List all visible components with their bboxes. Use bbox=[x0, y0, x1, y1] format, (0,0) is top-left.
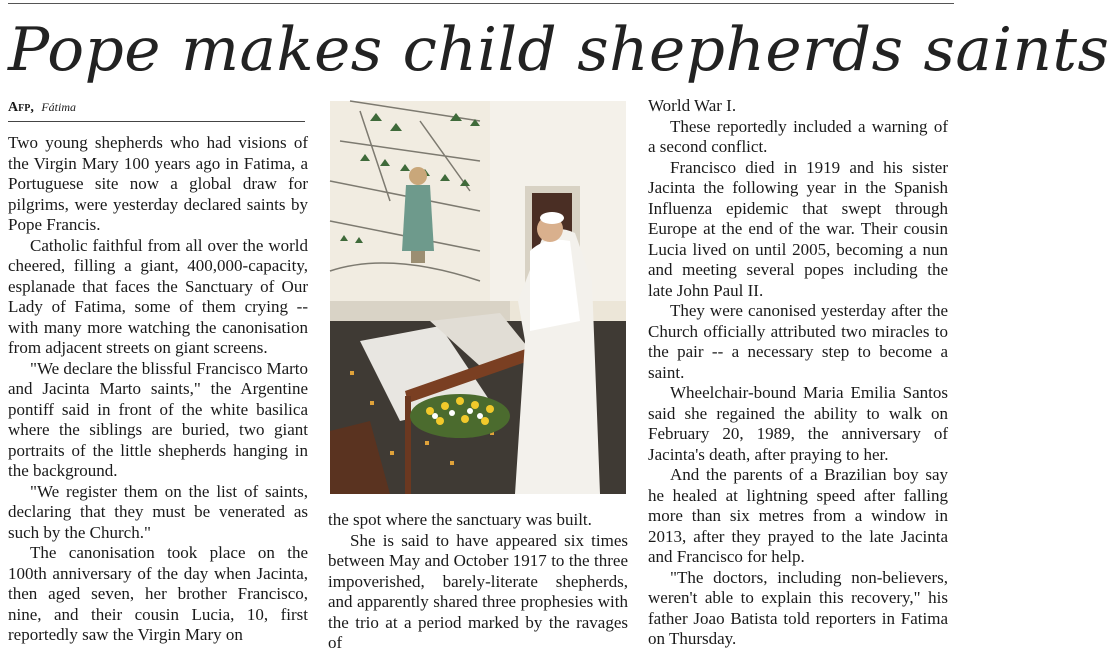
paragraph: They were canonised yesterday after the Church officially attributed two miracles to the pair -- a necessary step to become a saint. bbox=[648, 301, 948, 382]
paragraph: "We register them on the list of saints, declaring that they must be venerated as such by the Church." bbox=[8, 481, 308, 542]
article-column-3 bbox=[648, 96, 948, 650]
flower-arrangement bbox=[410, 394, 510, 438]
paragraph: the spot where the sanctuary was built. bbox=[328, 510, 592, 529]
paragraph: The canonisation took place on the 100th anniversary of the day when Jacinta, then aged seven, her brother Francisco, nine, and their cousin Lucia, 10, first reportedly saw the Virgin Mary on bbox=[8, 543, 308, 644]
paragraph: Two young shepherds who had visions of the Virgin Mary 100 years ago in Fatima, a Portuguese site now a global draw for pilgrims, were yesterday declared saints by Pope Francis. bbox=[8, 133, 308, 234]
headline: Pope makes child shepherds saints bbox=[8, 15, 1109, 85]
article-photo bbox=[330, 101, 626, 494]
top-rule bbox=[8, 3, 954, 4]
paragraph: Wheelchair-bound Maria Emilia Santos said she regained the ability to walk on February 20, 1989, the anniversary of Jacinta's death, after praying to her. bbox=[648, 383, 948, 464]
paragraph: "The doctors, including non-believers, weren't able to explain this recovery," his father Joao Batista told reporters in Fatima on Thursday. bbox=[648, 567, 948, 648]
paragraph: These reportedly included a warning of a second conflict. bbox=[648, 116, 948, 156]
article-column-1 bbox=[8, 133, 308, 646]
paragraph: She is said to have appeared six times between May and October 1917 to the three impoverished, barely-literate shepherds, and apparently shared three prophesies with the trio at a period marked by the ravages of bbox=[328, 530, 628, 652]
paragraph: Francisco died in 1919 and his sister Jacinta the following year in the Spanish Influenza epidemic that swept through Europe at the end of the war. Their cousin Lucia lived on until 2005, becoming a nun and meeting several popes including the late John Paul II. bbox=[648, 157, 948, 300]
paragraph: And the parents of a Brazilian boy say he healed at lightning speed after falling more than six metres from a window in 2013, after they prayed to the late Jacinta and Francisco for help. bbox=[648, 465, 948, 566]
paragraph: "We declare the blissful Francisco Marto and Jacinta Marto saints," the Argentine pontiff said in front of the white basilica where the siblings are buried, two giant portraits of the little shepherds hanging in the background. bbox=[8, 358, 308, 480]
byline bbox=[8, 98, 305, 117]
paragraph: Catholic faithful from all over the world cheered, filling a giant, 400,000-capacity, esplanade that faces the Sanctuary of Our Lady of Fatima, some of them crying -- with many more watching the canonisation from adjacent streets on giant screens. bbox=[8, 235, 308, 357]
byline-place: Fátima bbox=[41, 100, 76, 114]
byline-agency: Afp, bbox=[8, 100, 34, 115]
paragraph: World War I. bbox=[648, 96, 737, 115]
byline-rule bbox=[8, 121, 305, 122]
photo-pope-praying-at-tomb bbox=[330, 101, 626, 494]
article-column-2 bbox=[328, 510, 628, 654]
